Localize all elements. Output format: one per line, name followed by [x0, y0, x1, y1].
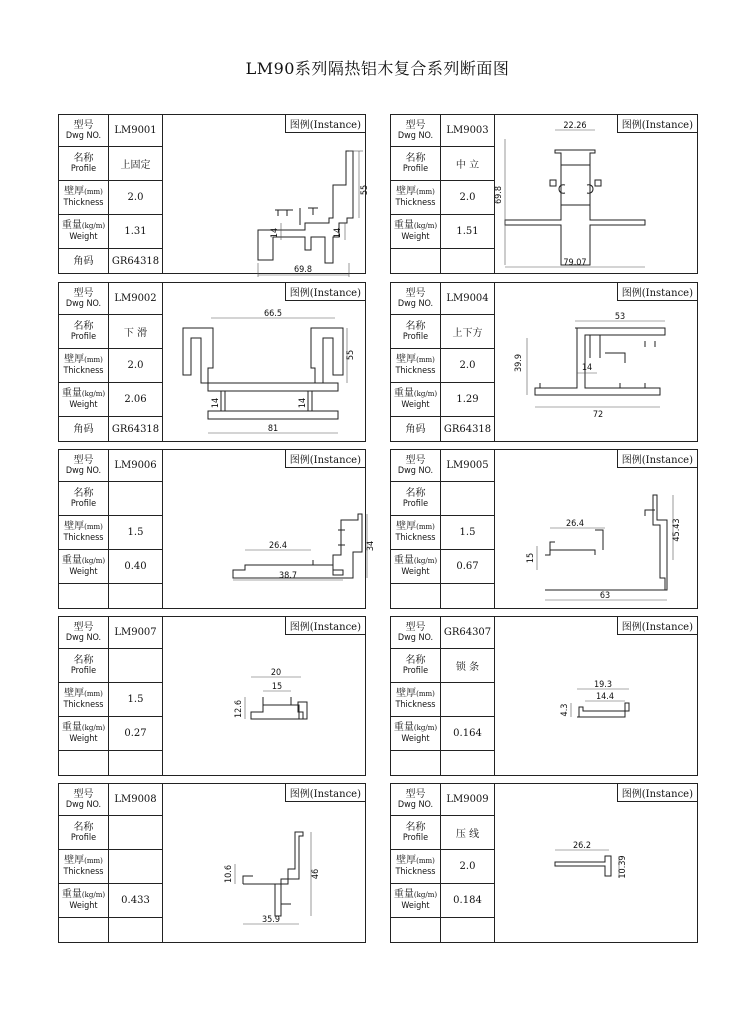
profile-drawing	[163, 784, 365, 942]
thickness-value: 2.0	[459, 861, 476, 872]
value-column	[441, 450, 495, 608]
dimension-label: 26.4	[565, 519, 585, 529]
label-column	[59, 283, 109, 441]
thickness-label: 壁厚(mm) Thickness	[395, 521, 436, 543]
dimension-label: 22.26	[563, 121, 587, 131]
profile-label: 名称 Profile	[70, 654, 97, 676]
corner-code: GR64318	[111, 423, 160, 435]
dwg-label: 型号 Dwg NO.	[65, 454, 102, 476]
dwg-number: LM9005	[446, 460, 489, 471]
weight-value: 2.06	[124, 394, 147, 405]
profile-drawing	[495, 115, 697, 273]
dwg-number: LM9004	[446, 293, 489, 304]
dimension-label: 72	[592, 410, 604, 420]
profile-label: 名称 Profile	[402, 320, 429, 342]
thickness-label: 壁厚(mm) Thickness	[63, 521, 104, 543]
profile-label: 名称 Profile	[402, 487, 429, 509]
dwg-label: 型号 Dwg NO.	[65, 621, 102, 643]
profile-card	[58, 449, 376, 609]
dimension-label: 79.07	[563, 258, 587, 268]
dwg-label: 型号 Dwg NO.	[397, 621, 434, 643]
weight-value: 0.27	[124, 728, 147, 739]
profile-name: 上固定	[120, 160, 151, 171]
weight-label: 重量(kg/m) Weight	[61, 220, 106, 242]
profile-label: 名称 Profile	[70, 320, 97, 342]
dimension-label: 66.5	[263, 309, 283, 319]
instance-legend: 图例(Instance)	[285, 784, 365, 802]
thickness-label: 壁厚(mm) Thickness	[395, 354, 436, 376]
value-column	[109, 617, 163, 775]
value-column	[441, 283, 495, 441]
thickness-label: 壁厚(mm) Thickness	[395, 186, 436, 208]
corner-code: GR64318	[111, 255, 160, 267]
weight-value: 0.433	[121, 895, 150, 906]
weight-value: 0.164	[453, 728, 482, 739]
profile-card	[390, 616, 698, 776]
dwg-number: LM9003	[446, 125, 489, 136]
profile-label: 名称 Profile	[402, 654, 429, 676]
dimension-label: 55	[346, 349, 356, 361]
dwg-number: LM9007	[114, 627, 157, 638]
weight-label: 重量(kg/m) Weight	[61, 388, 106, 410]
value-column	[109, 450, 163, 608]
dimension-label: 14.4	[595, 692, 615, 702]
profile-drawing	[163, 115, 370, 275]
dwg-label: 型号 Dwg NO.	[397, 454, 434, 476]
dimension-label: 14	[270, 227, 280, 239]
thickness-value: 1.5	[127, 694, 144, 705]
dwg-number: LM9009	[446, 794, 489, 805]
weight-label: 重量(kg/m) Weight	[61, 722, 106, 744]
dwg-label: 型号 Dwg NO.	[65, 287, 102, 309]
dimension-label: 20	[270, 668, 282, 678]
weight-value: 0.40	[124, 561, 147, 572]
dwg-label: 型号 Dwg NO.	[65, 788, 102, 810]
dimension-label: 10.39	[618, 855, 628, 879]
corner-label: 角码	[73, 423, 94, 435]
label-column	[391, 115, 441, 273]
value-column	[109, 784, 163, 942]
dimension-label: 14	[298, 397, 308, 409]
thickness-label: 壁厚(mm) Thickness	[63, 186, 104, 208]
label-column	[59, 617, 109, 775]
profile-name: 下 滑	[123, 328, 148, 339]
profile-drawing	[163, 617, 365, 775]
dimension-label: 35.9	[261, 915, 281, 925]
thickness-label: 壁厚(mm) Thickness	[63, 855, 104, 877]
thickness-value: 2.0	[459, 192, 476, 203]
weight-label: 重量(kg/m) Weight	[61, 889, 106, 911]
dwg-label: 型号 Dwg NO.	[397, 287, 434, 309]
dimension-label: 26.2	[572, 841, 592, 851]
dimension-label: 12.6	[234, 699, 244, 719]
weight-value: 0.67	[456, 561, 479, 572]
instance-legend: 图例(Instance)	[285, 450, 365, 468]
instance-legend: 图例(Instance)	[617, 450, 697, 468]
thickness-value: 1.5	[459, 527, 476, 538]
profile-label: 名称 Profile	[70, 821, 97, 843]
instance-legend: 图例(Instance)	[617, 283, 697, 301]
profile-card	[58, 783, 366, 943]
profile-card	[390, 114, 698, 274]
dwg-label: 型号 Dwg NO.	[397, 119, 434, 141]
profile-card	[390, 282, 698, 442]
profile-card	[390, 449, 698, 609]
dimension-label: 14	[333, 227, 343, 239]
profile-label: 名称 Profile	[70, 152, 97, 174]
dwg-number: GR64307	[443, 627, 492, 638]
corner-code: GR64318	[443, 423, 492, 435]
thickness-value: 2.0	[127, 360, 144, 371]
instance-legend: 图例(Instance)	[617, 784, 697, 802]
profile-label: 名称 Profile	[70, 487, 97, 509]
weight-value: 1.51	[456, 226, 479, 237]
label-column	[391, 450, 441, 608]
dimension-label: 38.7	[278, 571, 298, 581]
label-column	[391, 617, 441, 775]
value-column	[109, 283, 163, 441]
value-column	[441, 617, 495, 775]
instance-legend: 图例(Instance)	[285, 115, 365, 133]
dimension-label: 45.43	[672, 518, 682, 542]
dimension-label: 15	[271, 682, 283, 692]
value-column	[441, 115, 495, 273]
dimension-label: 15	[526, 552, 536, 564]
thickness-value: 2.0	[127, 192, 144, 203]
dimension-label: 34	[366, 540, 376, 552]
weight-value: 0.184	[453, 895, 482, 906]
profile-label: 名称 Profile	[402, 821, 429, 843]
label-column	[59, 115, 109, 273]
thickness-value: 1.5	[127, 527, 144, 538]
weight-label: 重量(kg/m) Weight	[61, 555, 106, 577]
dimension-label: 69.8	[494, 185, 504, 205]
dimension-label: 14	[581, 363, 593, 373]
profile-card	[58, 114, 370, 275]
weight-value: 1.29	[456, 394, 479, 405]
instance-legend: 图例(Instance)	[617, 115, 697, 133]
thickness-label: 壁厚(mm) Thickness	[395, 855, 436, 877]
profile-drawing	[495, 617, 697, 775]
profile-name: 压 线	[455, 829, 480, 840]
weight-value: 1.31	[124, 226, 147, 237]
dimension-label: 14	[211, 397, 221, 409]
dwg-number: LM9006	[114, 460, 157, 471]
weight-label: 重量(kg/m) Weight	[393, 388, 438, 410]
dimension-label: 26.4	[268, 541, 288, 551]
label-column	[391, 784, 441, 942]
dimension-label: 55	[360, 184, 370, 196]
weight-label: 重量(kg/m) Weight	[393, 220, 438, 242]
label-column	[59, 450, 109, 608]
weight-label: 重量(kg/m) Weight	[393, 722, 438, 744]
profile-drawing	[495, 283, 697, 441]
profile-name: 锁 条	[455, 662, 480, 673]
value-column	[109, 115, 163, 273]
dimension-label: 46	[311, 868, 321, 880]
corner-label: 角码	[73, 255, 94, 267]
label-column	[391, 283, 441, 441]
instance-legend: 图例(Instance)	[617, 617, 697, 635]
dimension-label: 53	[614, 312, 626, 322]
profile-label: 名称 Profile	[402, 152, 429, 174]
weight-label: 重量(kg/m) Weight	[393, 889, 438, 911]
profile-card	[58, 282, 366, 442]
profile-drawing	[163, 283, 365, 441]
dimension-label: 4.3	[560, 703, 570, 717]
dwg-label: 型号 Dwg NO.	[397, 788, 434, 810]
dimension-label: 81	[267, 424, 279, 434]
dimension-label: 69.8	[293, 265, 313, 275]
instance-legend: 图例(Instance)	[285, 283, 365, 301]
dimension-label: 39.9	[514, 353, 524, 373]
dwg-number: LM9002	[114, 293, 157, 304]
thickness-value: 2.0	[459, 360, 476, 371]
profile-card	[58, 616, 366, 776]
value-column	[441, 784, 495, 942]
thickness-label: 壁厚(mm) Thickness	[395, 688, 436, 710]
dwg-number: LM9001	[114, 125, 157, 136]
thickness-label: 壁厚(mm) Thickness	[63, 688, 104, 710]
profile-drawing	[495, 784, 697, 942]
profile-card	[390, 783, 698, 943]
dwg-number: LM9008	[114, 794, 157, 805]
dimension-label: 10.6	[224, 864, 234, 884]
instance-legend: 图例(Instance)	[285, 617, 365, 635]
profile-drawing	[163, 450, 376, 608]
label-column	[59, 784, 109, 942]
dimension-label: 19.3	[593, 680, 613, 690]
dwg-label: 型号 Dwg NO.	[65, 119, 102, 141]
page-title: LM90系列隔热铝木复合系列断面图	[245, 59, 510, 78]
dimension-label: 63	[599, 591, 611, 601]
thickness-label: 壁厚(mm) Thickness	[63, 354, 104, 376]
corner-label: 角码	[405, 423, 426, 435]
profile-name: 上下方	[452, 328, 483, 339]
profile-name: 中 立	[455, 160, 480, 171]
weight-label: 重量(kg/m) Weight	[393, 555, 438, 577]
profile-drawing	[495, 450, 697, 608]
